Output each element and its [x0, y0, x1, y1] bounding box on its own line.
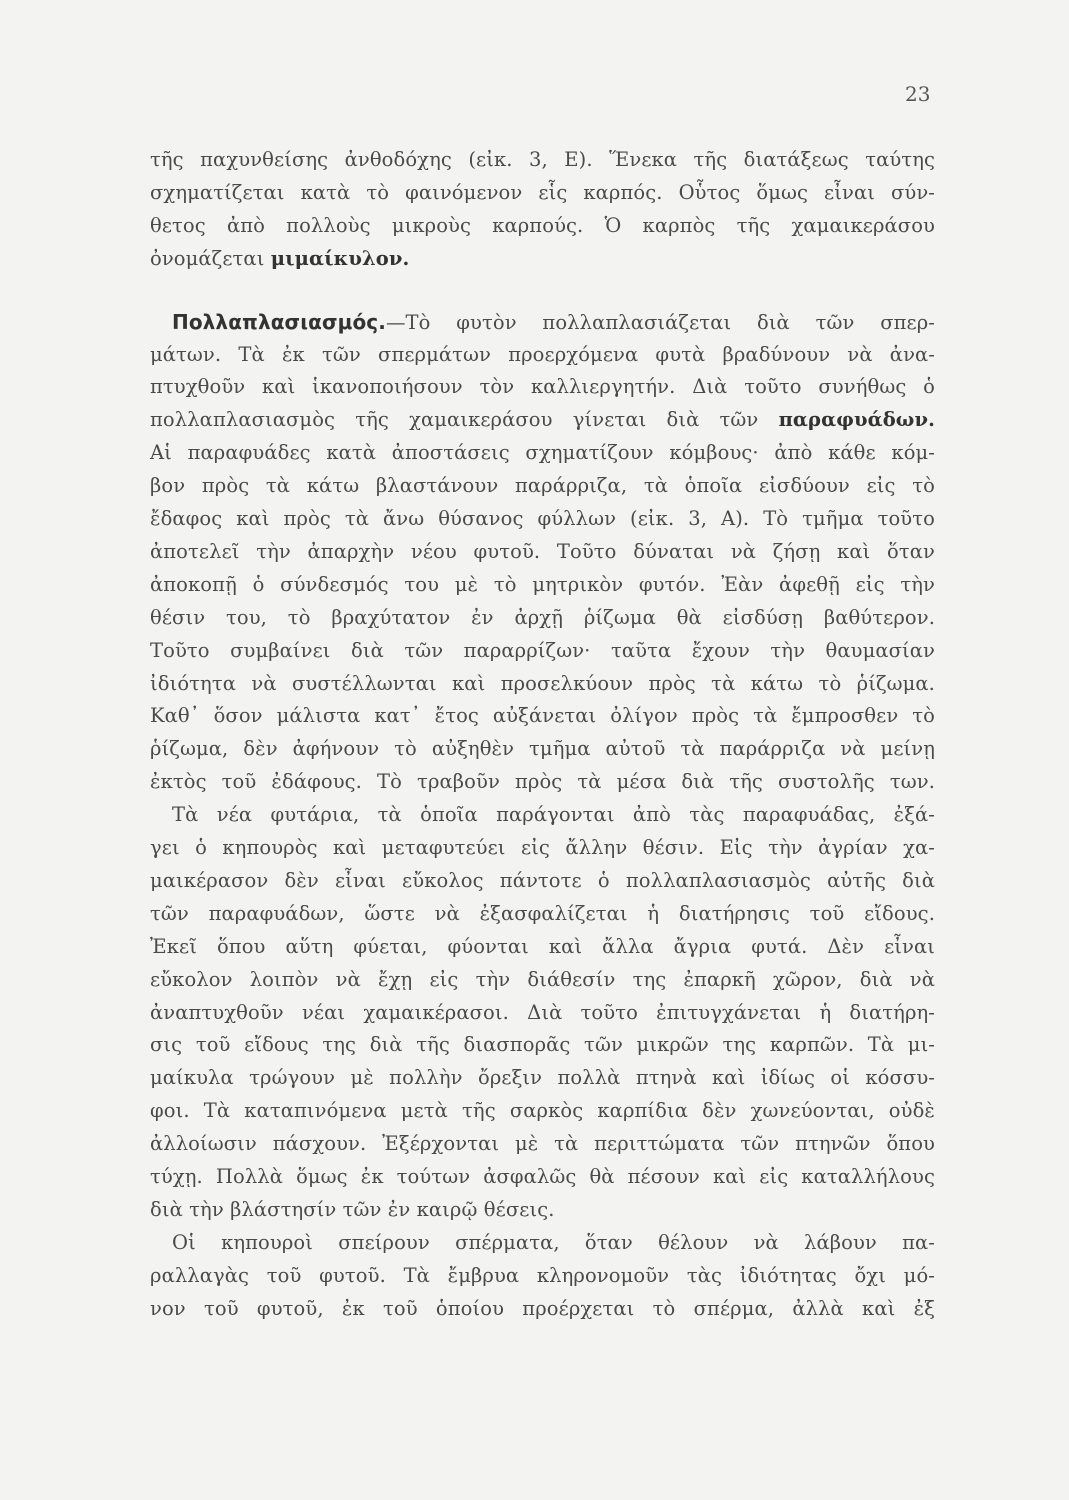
- section-heading: Πολλαπλασιασμός.: [172, 309, 386, 334]
- text-line: [150, 506, 935, 532]
- line-text: μαικέρασον δὲν εἶναι εὔκολος πάντοτε ὁ πολλαπλασιασμὸς αὐτῆς διὰ: [150, 868, 935, 892]
- line-text: μάτων. Τὰ ἐκ τῶν σπερμάτων προερχόμενα φυτὰ βραδύνουν νὰ ἀνα-: [150, 342, 935, 366]
- bold-term: παραφυάδων.: [778, 408, 935, 432]
- text-line: [150, 374, 935, 400]
- line-text: ἀναπτυχθοῦν νέαι χαμαικέρασοι. Διὰ τοῦτο ἐπιτυγχάνεται ἡ διατήρη-: [150, 1000, 935, 1024]
- text-line: [150, 407, 935, 433]
- text-line: [150, 1296, 935, 1322]
- line-text: Τοῦτο συμβαίνει διὰ τῶν παραρρίζων· ταῦτα ἔχουν τὴν θαυμασίαν: [150, 638, 935, 662]
- line-text: σις τοῦ εἴδους της διὰ τῆς διασπορᾶς τῶν μικρῶν της καρπῶν. Τὰ μι-: [150, 1033, 935, 1057]
- text-line: [150, 1000, 935, 1026]
- line-text: ἀποτελεῖ τὴν ἀπαρχὴν νέου φυτοῦ. Τοῦτο δύναται νὰ ζήσῃ καὶ ὅταν: [150, 539, 935, 563]
- line-text: θέσιν του, τὸ βραχύτατον ἐν ἀρχῇ ῥίζωμα θὰ εἰσδύσῃ βαθύτερον.: [150, 605, 935, 629]
- text-line: [150, 605, 935, 631]
- text-line: [172, 1230, 935, 1256]
- line-text: τύχῃ. Πολλὰ ὅμως ἐκ τούτων ἀσφαλῶς θὰ πέσουν καὶ εἰς καταλλήλους: [150, 1165, 935, 1188]
- text-line: [150, 539, 935, 565]
- line-text: γει ὁ κηπουρὸς καὶ μεταφυτεύει εἰς ἄλλην θέσιν. Εἰς τὴν ἀγρίαν χα-: [150, 836, 935, 859]
- line-text: τῆς παχυνθείσης ἀνθοδόχης (εἰκ. 3, Ε). Ἕνεκα τῆς διατάξεως ταύτης: [150, 148, 935, 171]
- text-line: [150, 934, 935, 960]
- line-text: ὀνομάζεται: [150, 246, 271, 270]
- line-text: Αἱ παραφυάδες κατὰ ἀποστάσεις σχηματίζουν κόμβους· ἀπὸ κάθε κόμ-: [150, 441, 935, 465]
- text-line: [150, 440, 935, 466]
- bold-term: μιμαίκυλον.: [270, 246, 410, 270]
- line-text: Οἱ κηπουροὶ σπείρουν σπέρματα, ὅταν θέλουν νὰ λάβουν πα-: [172, 1230, 935, 1254]
- line-text: θετος ἀπὸ πολλοὺς μικροὺς καρπούς. Ὁ καρπὸς τῆς χαμαικεράσου: [150, 213, 935, 237]
- text-line: [150, 147, 935, 173]
- text-line: [150, 572, 935, 598]
- text-line: [150, 1032, 935, 1058]
- line-text: Τὰ νέα φυτάρια, τὰ ὁποῖα παράγονται ἀπὸ τὰς παραφυάδας, ἐξά-: [172, 803, 935, 827]
- line-text: ραλλαγὰς τοῦ φυτοῦ. Τὰ ἔμβρυα κληρονομοῦν τὰς ἰδιότητας ὄχι μό-: [150, 1263, 935, 1287]
- line-text: —Τὸ φυτὸν πολλαπλασιάζεται διὰ τῶν σπερ-: [385, 310, 935, 334]
- text-line: [150, 1263, 935, 1289]
- text-line: [150, 901, 935, 927]
- line-text: σχηματίζεται κατὰ τὸ φαινόμενον εἷς καρπός. Οὗτος ὅμως εἶναι σύν-: [150, 180, 935, 204]
- text-line: [172, 802, 935, 828]
- line-text: φοι. Τὰ καταπινόμενα μετὰ τῆς σαρκὸς καρπίδια δὲν χωνεύονται, οὐδὲ: [150, 1099, 935, 1123]
- text-line: [150, 342, 935, 368]
- text-line: [150, 967, 935, 993]
- line-text: Ἐκεῖ ὅπου αὕτη φύεται, φύονται καὶ ἄλλα ἄγρια φυτά. Δὲν εἶναι: [150, 934, 935, 958]
- text-line: [150, 1197, 935, 1223]
- line-text: πτυχθοῦν καὶ ἱκανοποιήσουν τὸν καλλιεργητήν. Διὰ τοῦτο συνήθως ὁ: [150, 375, 935, 399]
- line-text: ἔδαφος καὶ πρὸς τὰ ἄνω θύσανος φύλλων (εἰκ. 3, Α). Τὸ τμῆμα τοῦτο: [150, 507, 935, 530]
- text-line: [150, 1098, 935, 1124]
- text-line: [150, 180, 935, 206]
- text-line: [150, 473, 935, 499]
- text-line: [150, 213, 935, 239]
- line-text: νον τοῦ φυτοῦ, ἐκ τοῦ ὁποίου προέρχεται τὸ σπέρμα, ἀλλὰ καὶ ἐξ: [150, 1296, 935, 1320]
- line-text: ῥίζωμα, δὲν ἀφήνουν τὸ αὐξηθὲν τμῆμα αὐτοῦ τὰ παράρριζα νὰ μείνῃ: [150, 737, 935, 761]
- line-text: εὔκολον λοιπὸν νὰ ἔχῃ εἰς τὴν διάθεσίν της ἐπαρκῆ χῶρον, διὰ νὰ: [150, 967, 935, 991]
- text-line: [150, 835, 935, 861]
- text-line: [150, 671, 935, 697]
- line-text: διὰ τὴν βλάστησίν τῶν ἐν καιρῷ θέσεις.: [150, 1197, 555, 1221]
- text-line: [150, 769, 935, 795]
- section-heading-line: [172, 309, 935, 336]
- text-line: [150, 868, 935, 894]
- line-text: ἰδιότητα νὰ συστέλλωνται καὶ προσελκύουν πρὸς τὰ κάτω τὸ ῥίζωμα.: [150, 671, 935, 695]
- line-text: ἀλλοίωσιν πάσχουν. Ἐξέρχονται μὲ τὰ περιττώματα τῶν πτηνῶν ὅπου: [150, 1132, 935, 1156]
- text-line: [150, 246, 935, 272]
- line-text: μαίκυλα τρώγουν μὲ πολλὴν ὄρεξιν πολλὰ πτηνὰ καὶ ἰδίως οἱ κόσσυ-: [150, 1066, 935, 1090]
- page-number: 23: [905, 82, 931, 106]
- line-text: Καθ᾽ ὅσον μάλιστα κατ᾽ ἔτος αὐξάνεται ὀλίγον πρὸς τὰ ἔμπροσθεν τὸ: [150, 704, 935, 728]
- line-text: τῶν παραφυάδων, ὥστε νὰ ἐξασφαλίζεται ἡ διατήρησις τοῦ εἴδους.: [150, 901, 935, 925]
- text-line: [150, 638, 935, 664]
- line-text: βον πρὸς τὰ κάτω βλαστάνουν παράρριζα, τὰ ὁποῖα εἰσδύουν εἰς τὸ: [150, 474, 935, 498]
- text-line: [150, 736, 935, 762]
- text-line: [150, 703, 935, 729]
- line-text: ἐκτὸς τοῦ ἐδάφους. Τὸ τραβοῦν πρὸς τὰ μέσα διὰ τῆς συστολῆς των.: [150, 770, 935, 794]
- line-text: ἀποκοπῇ ὁ σύνδεσμός του μὲ τὸ μητρικὸν φυτόν. Ἐὰν ἀφεθῇ εἰς τὴν: [150, 572, 935, 596]
- line-text: πολλαπλασιασμὸς τῆς χαμαικεράσου γίνεται διὰ τῶν: [150, 408, 779, 432]
- text-line: [150, 1164, 935, 1190]
- text-line: [150, 1131, 935, 1157]
- text-line: [150, 1065, 935, 1091]
